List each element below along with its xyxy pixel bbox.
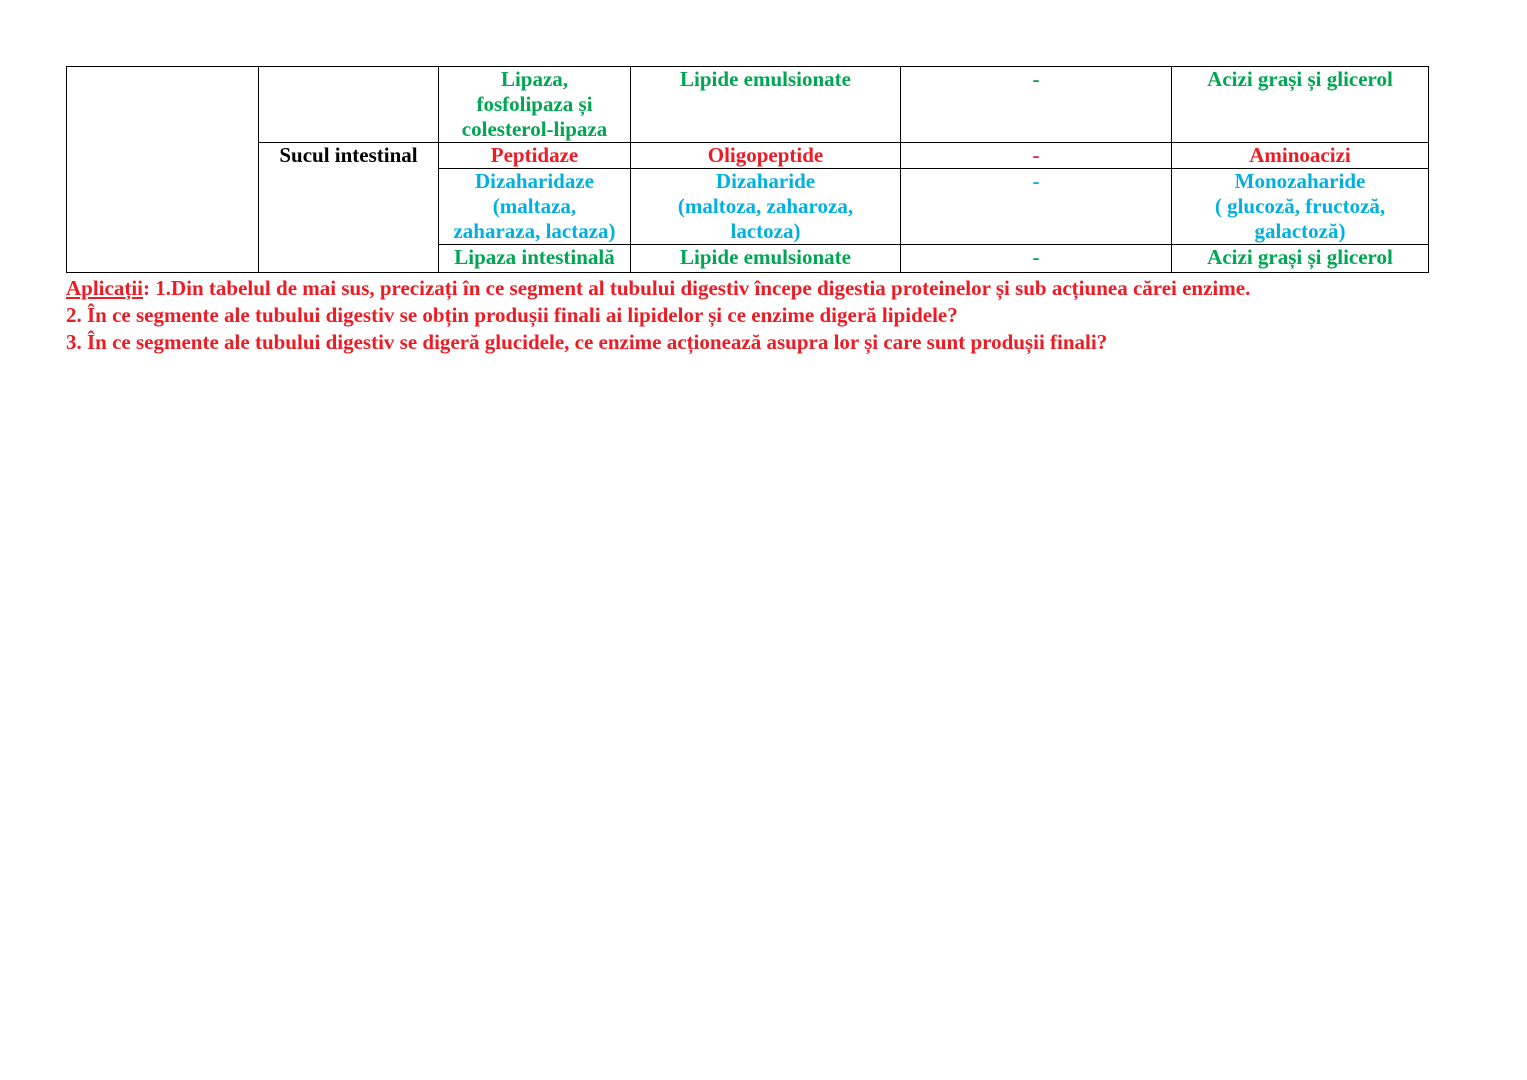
- enzyme-cell: Dizaharidaze (maltaza, zaharaza, lactaza): [439, 169, 631, 245]
- product-cell: Acizi grași și glicerol: [1172, 245, 1429, 273]
- substrate-cell: Oligopeptide: [631, 143, 901, 169]
- intermediate-cell: -: [901, 143, 1172, 169]
- substrate-cell: Lipide emulsionate: [631, 245, 901, 273]
- applications-section: [66, 275, 1428, 356]
- substrate-cell: Dizaharide (maltoza, zaharoza, lactoza): [631, 169, 901, 245]
- table-row: [67, 143, 1429, 169]
- substrate-cell: Lipide emulsionate: [631, 67, 901, 143]
- enzyme-cell: Peptidaze: [439, 143, 631, 169]
- digestion-table: [66, 66, 1429, 273]
- intermediate-cell: -: [901, 169, 1172, 245]
- intermediate-cell: -: [901, 245, 1172, 273]
- question-1: [66, 275, 1428, 302]
- product-cell: Monozaharide ( glucoză, fructoză, galactoză): [1172, 169, 1429, 245]
- question-2: 2. În ce segmente ale tubului digestiv se obțin produșii finali ai lipidelor și ce enzime digeră lipidele?: [66, 303, 958, 327]
- applications-label: Aplicații: [66, 276, 143, 300]
- table-row: [67, 67, 1429, 143]
- product-cell: Acizi grași și glicerol: [1172, 67, 1429, 143]
- organ-cell: Sucul intestinal: [259, 143, 439, 273]
- segment-cell: [67, 67, 259, 273]
- enzyme-cell: Lipaza intestinală: [439, 245, 631, 273]
- product-cell: Aminoacizi: [1172, 143, 1429, 169]
- intermediate-cell: -: [901, 67, 1172, 143]
- question-1-text: : 1.Din tabelul de mai sus, precizați în ce segment al tubului digestiv începe digestia proteinelor și sub acțiunea cărei enzime.: [143, 276, 1251, 300]
- organ-cell-empty: [259, 67, 439, 143]
- document-page: [66, 66, 1428, 356]
- enzyme-cell: Lipaza, fosfolipaza și colesterol-lipaza: [439, 67, 631, 143]
- question-3: 3. În ce segmente ale tubului digestiv se digeră glucidele, ce enzime acționează asupra lor și care sunt produșii finali?: [66, 330, 1108, 354]
